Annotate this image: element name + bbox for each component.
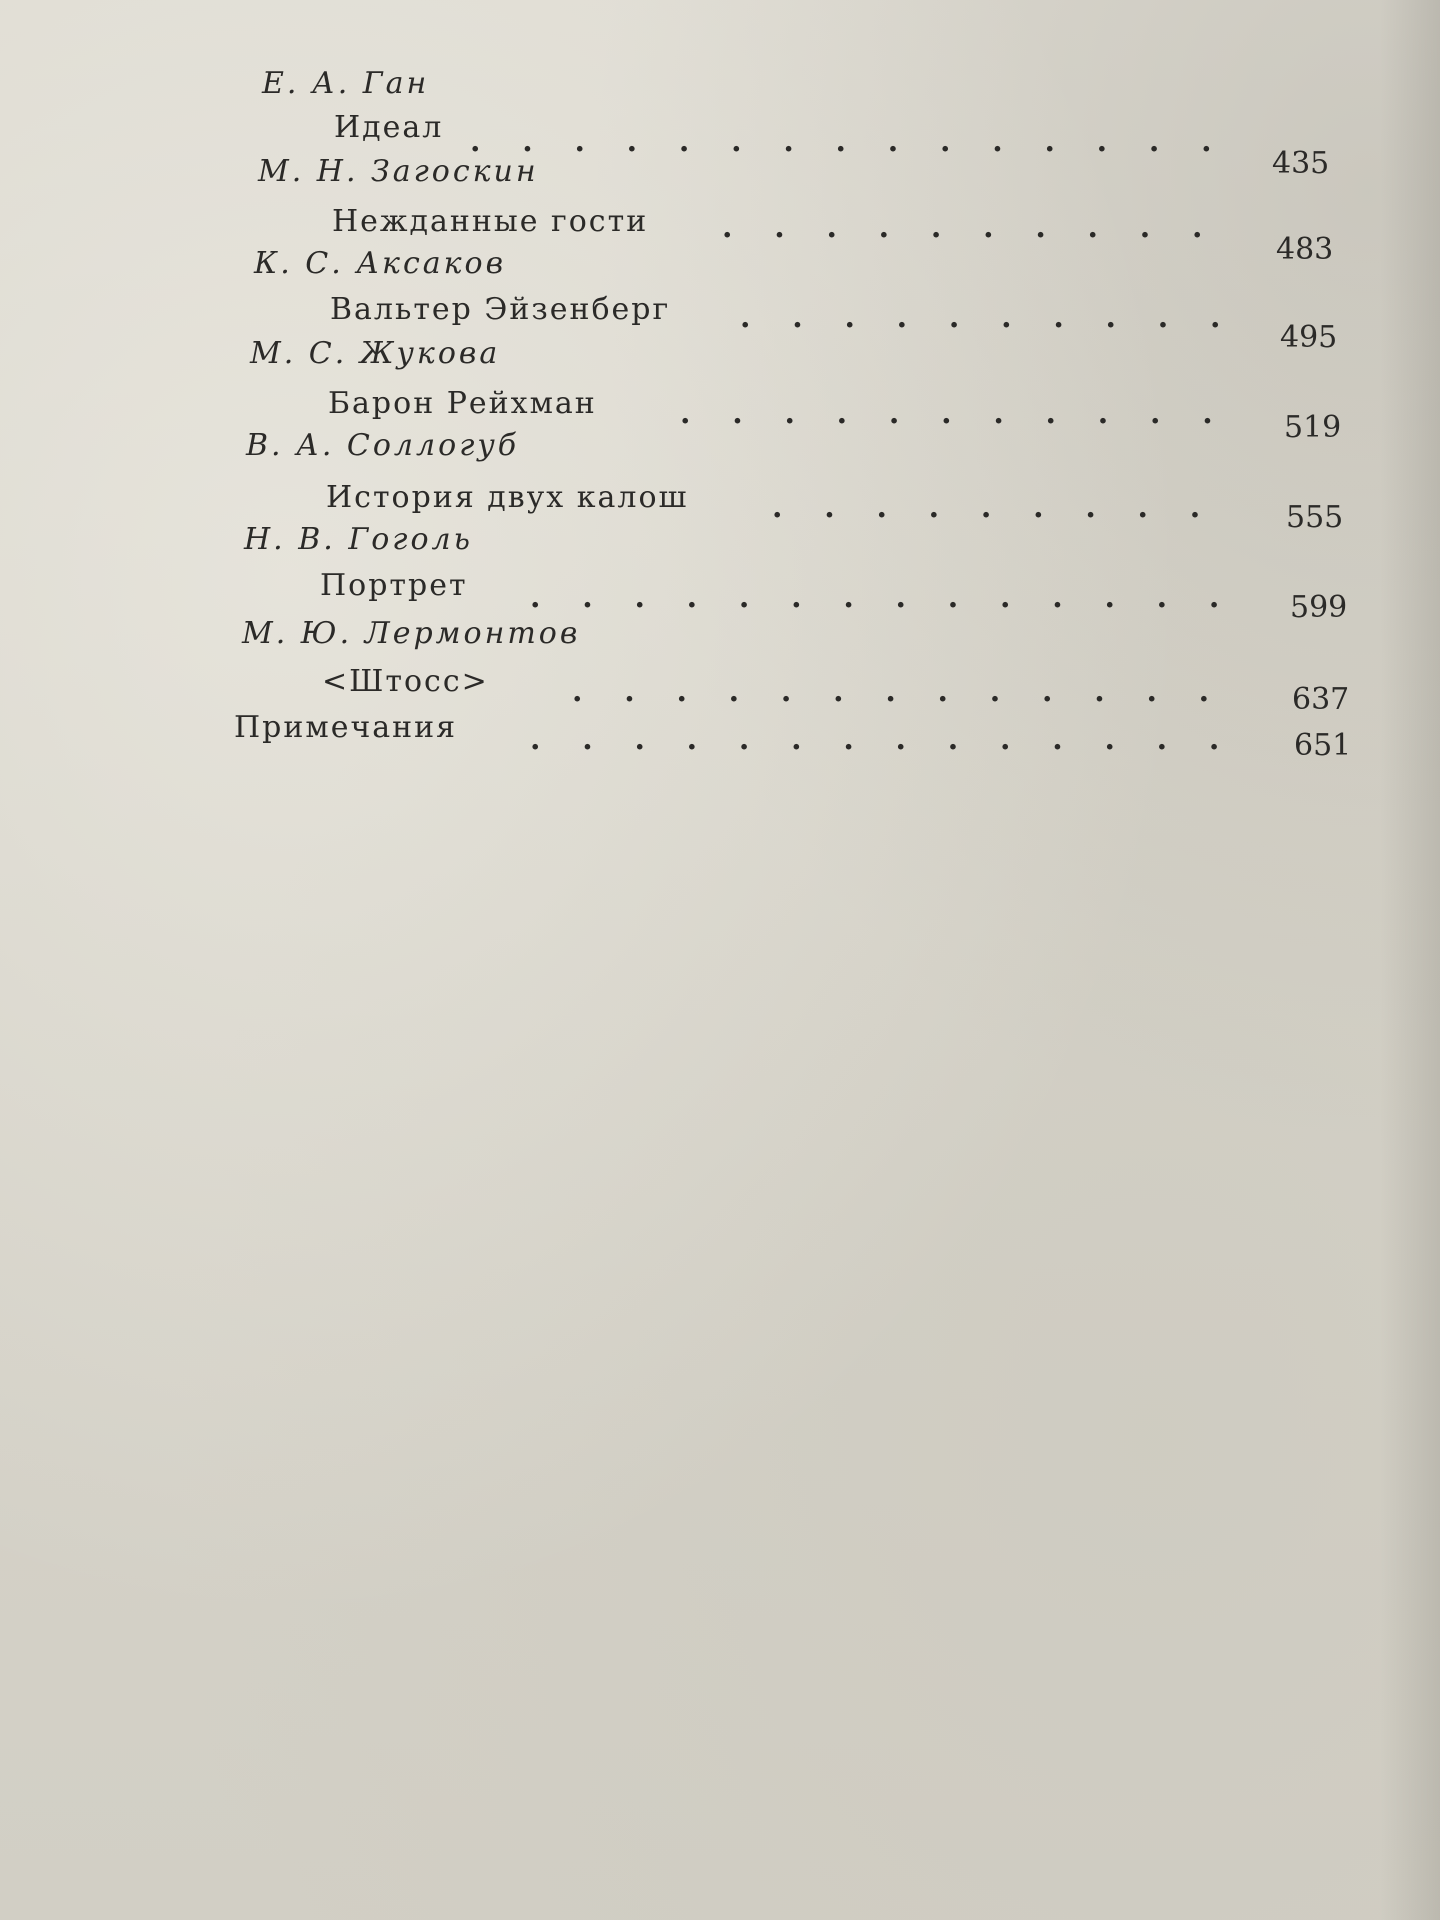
toc-page-number: 435 <box>1272 146 1330 181</box>
toc-page-number: 651 <box>1294 728 1352 763</box>
toc-page-number: 599 <box>1290 590 1348 625</box>
toc-title: Нежданные гости <box>332 204 649 239</box>
toc-author: Н. В. Гоголь <box>244 522 473 557</box>
toc-author: Е. А. Ган <box>262 66 430 101</box>
toc-title: Портрет <box>320 568 468 603</box>
toc-title: Идеал <box>334 110 444 145</box>
toc-page-number: 483 <box>1276 232 1334 267</box>
toc-page-number: 519 <box>1284 410 1342 445</box>
toc-author: М. Ю. Лермонтов <box>242 616 581 651</box>
toc-title: <Штосс> <box>322 664 489 699</box>
toc-title: Вальтер Эйзенберг <box>330 292 671 327</box>
toc-author: М. С. Жукова <box>250 336 501 371</box>
toc-page-number: 555 <box>1286 500 1344 535</box>
page-edge-shadow <box>1380 0 1440 1920</box>
dot-leaders <box>722 208 1242 248</box>
toc-page-number: 637 <box>1292 682 1350 717</box>
dot-leaders <box>772 488 1242 528</box>
dot-leaders <box>680 394 1240 434</box>
toc-author: К. С. Аксаков <box>254 246 507 281</box>
dot-leaders <box>572 672 1244 712</box>
dot-leaders <box>740 298 1240 338</box>
toc-author: В. А. Соллогуб <box>246 428 520 463</box>
dot-leaders <box>530 720 1246 760</box>
toc-title: История двух калош <box>326 480 689 515</box>
dot-leaders <box>530 578 1242 618</box>
toc-title: Барон Рейхман <box>328 386 597 421</box>
toc-notes-title: Примечания <box>234 710 458 745</box>
toc-page-number: 495 <box>1280 320 1338 355</box>
toc-author: М. Н. Загоскин <box>258 154 539 189</box>
dot-leaders <box>470 122 1240 162</box>
